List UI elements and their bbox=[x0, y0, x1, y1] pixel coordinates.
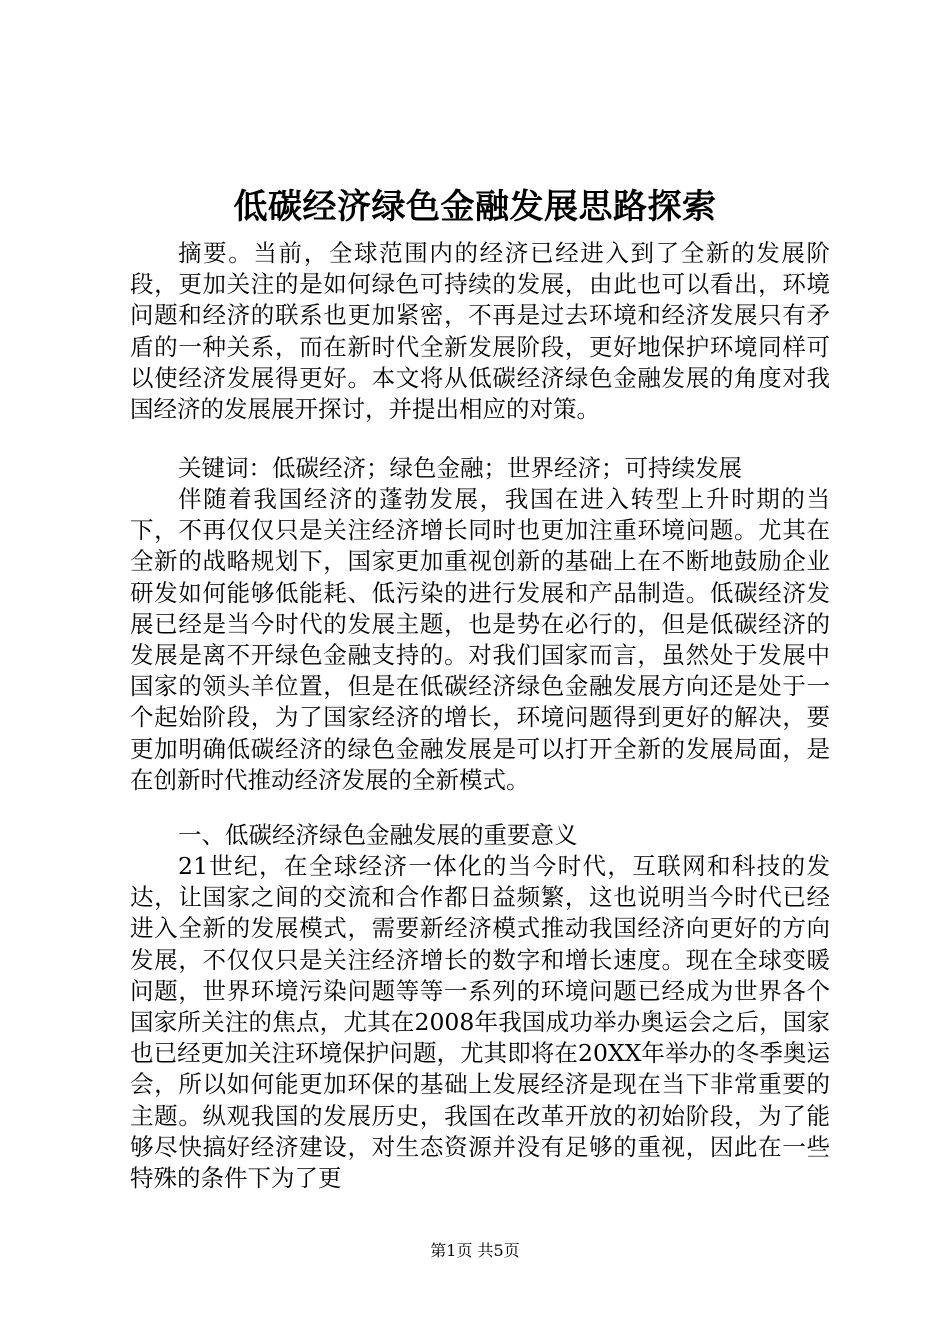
keywords-line: 关键词：低碳经济；绿色金融；世界经济；可持续发展 bbox=[178, 454, 742, 482]
document-title: 低碳经济绿色金融发展思路探索 bbox=[233, 187, 717, 227]
intro-paragraph: 伴随着我国经济的蓬勃发展，我国在进入转型上升时期的当下，不再仅仅只是关注经济增长同时也更加注重环境问题。尤其在全新的战略规划下，国家更加重视创新的基础上在不断地鼓励企业研发如何能够低能耗、低污染的进行发展和产品制造。低碳经济发展已经是当今时代的发展主题，也是势在必行的，但是低碳经济的发展是离不开绿色金融支持的。对我们国家而言，虽然处于发展中国家的领头羊位置，但是在低碳经济绿色金融发展方向还是处于一个起始阶段，为了国家经济的增长，环境问题得到更好的解决，要更加明确低碳经济的绿色金融发展是可以打开全新的发展局面，是在创新时代推动经济发展的全新模式。 bbox=[130, 485, 830, 794]
page-number-footer: 第1页 共5页 bbox=[430, 1241, 520, 1260]
abstract-paragraph: 摘要。当前，全球范围内的经济已经进入到了全新的发展阶段，更加关注的是如何绿色可持续的发展，由此也可以看出，环境问题和经济的联系也更加紧密，不再是过去环境和经济发展只有矛盾的一种关系，而在新时代全新发展阶段，更好地保护环境同样可以使经济发展得更好。本文将从低碳经济绿色金融发展的角度对我国经济的发展展开探讨，并提出相应的对策。 bbox=[130, 239, 830, 424]
section-heading: 一、低碳经济绿色金融发展的重要意义 bbox=[178, 821, 578, 849]
section-paragraph: 21世纪，在全球经济一体化的当今时代，互联网和科技的发达，让国家之间的交流和合作都日益频繁，这也说明当今时代已经进入全新的发展模式，需要新经济模式推动我国经济向更好的方向发展，不仅仅只是关注经济增长的数字和增长速度。现在全球变暖问题，世界环境污染问题等等一系列的环境问题已经成为世界各个国家所关注的焦点，尤其在2008年我国成功举办奥运会之后，国家也已经更加关注环境保护问题，尤其即将在20XX年举办的冬季奥运会，所以如何能更加环保的基础上发展经济是现在当下非常重要的主题。纵观我国的发展历史，我国在改革开放的初始阶段，为了能够尽快搞好经济建设，对生态资源并没有足够的重视，因此在一些特殊的条件下为了更 bbox=[130, 852, 830, 1193]
